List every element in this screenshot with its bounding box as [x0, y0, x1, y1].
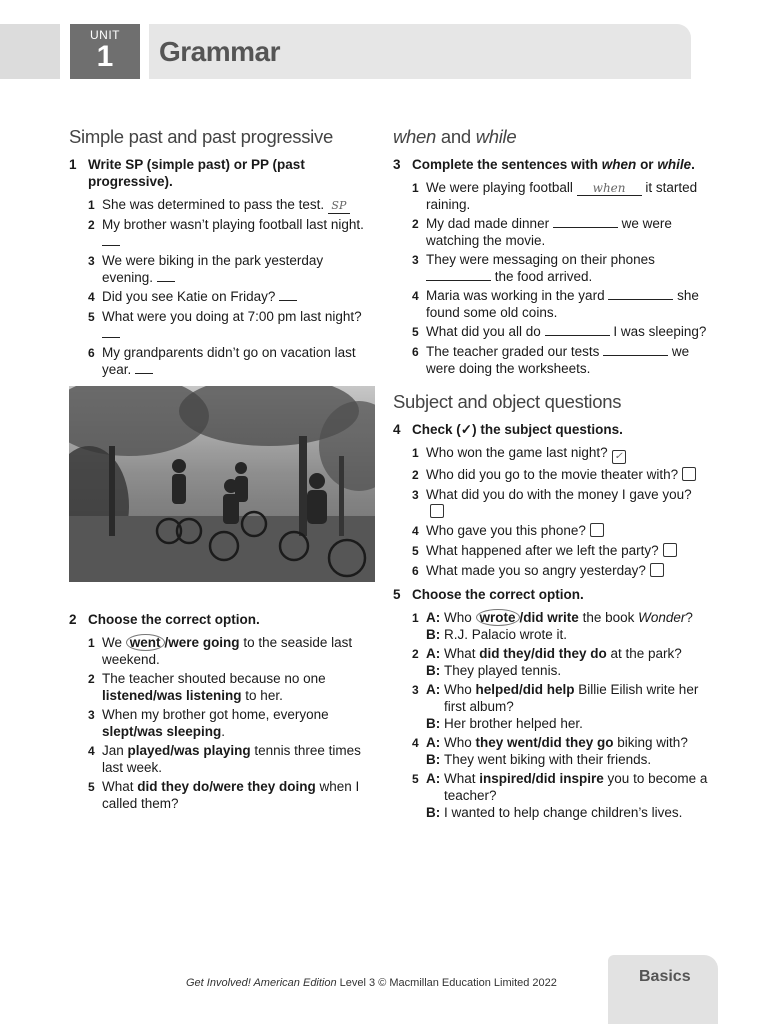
list-item	[69, 742, 374, 776]
list-item	[393, 681, 708, 732]
item-text: tennis three times last week.	[102, 743, 361, 775]
item-text: She was determined to pass the test.	[102, 197, 325, 212]
item-text: Jan	[102, 743, 128, 758]
answer-blank[interactable]	[135, 361, 153, 374]
item-number: 6	[88, 346, 95, 360]
item-number: 4	[412, 289, 419, 303]
header-bar	[149, 24, 691, 79]
item-text: We	[102, 635, 126, 650]
exercise-instruction: Choose the correct option.	[412, 587, 584, 602]
option-separator: /	[164, 635, 169, 650]
list-item	[69, 670, 374, 704]
item-number: 1	[88, 636, 95, 650]
item-number: 6	[412, 345, 419, 359]
item-number: 4	[88, 290, 95, 304]
option[interactable]: did write	[523, 610, 579, 625]
answer-blank[interactable]: when	[577, 183, 642, 196]
list-item	[69, 196, 374, 214]
book-title: Wonder	[638, 610, 686, 625]
instruction-text: or	[636, 157, 658, 172]
speaker-label: B:	[426, 752, 441, 767]
book-title: Get Involved! American Edition	[186, 977, 337, 989]
item-text: What did you all do	[426, 324, 545, 339]
list-item	[393, 522, 708, 540]
item-number: 1	[88, 198, 95, 212]
list-item	[393, 287, 708, 321]
page-title: Grammar	[159, 36, 281, 67]
item-text: Who did you go to the movie theater with?	[426, 467, 679, 482]
item-text: to the seaside last weekend.	[102, 635, 353, 667]
item-text: Who gave you this phone?	[426, 523, 586, 538]
unit-number: 1	[96, 40, 114, 73]
option[interactable]: slept/was sleeping	[102, 724, 222, 739]
option[interactable]: helped/did help	[475, 682, 575, 697]
answer-blank[interactable]	[102, 325, 120, 338]
exercise-number: 4	[393, 422, 401, 437]
checkbox[interactable]	[663, 543, 677, 557]
item-text: What were you doing at 7:00 pm last night?	[102, 309, 362, 324]
list-item	[69, 288, 374, 306]
exercise-instruction: Write SP (simple past) or PP (past progressive).	[88, 157, 305, 189]
title-word: when	[393, 126, 437, 147]
item-text: What did you do with the money I gave you?	[426, 487, 692, 502]
item-text: I wanted to help change children’s lives.	[444, 805, 683, 820]
list-item	[69, 778, 374, 812]
item-number: 1	[412, 446, 419, 460]
speaker-label: B:	[426, 716, 441, 731]
title-word: and	[436, 126, 476, 147]
item-number: 4	[88, 744, 95, 758]
item-text: R.J. Palacio wrote it.	[444, 627, 568, 642]
item-text: The teacher shouted because no one	[102, 671, 326, 686]
item-text: when I called them?	[102, 779, 360, 811]
item-number: 5	[412, 544, 419, 558]
speaker-label: A:	[426, 646, 441, 661]
option[interactable]: played/was playing	[127, 743, 251, 758]
exercise-5-heading	[393, 586, 708, 603]
option-circled[interactable]: wrote	[476, 609, 520, 626]
option[interactable]: did they do/were they doing	[137, 779, 316, 794]
item-text: Who	[444, 682, 476, 697]
answer-blank[interactable]: SP	[328, 201, 350, 214]
list-item	[393, 609, 708, 643]
item-number: 2	[412, 647, 419, 661]
speaker-label: B:	[426, 627, 441, 642]
list-item	[69, 308, 374, 342]
item-text: we were doing the worksheets.	[426, 344, 690, 376]
unit-badge	[70, 24, 140, 79]
item-number: 3	[412, 253, 419, 267]
item-number: 5	[412, 772, 419, 786]
instruction-text: when	[601, 157, 637, 172]
item-number: 2	[88, 672, 95, 686]
item-number: 5	[88, 310, 95, 324]
item-text: When my brother got home, everyone	[102, 707, 329, 722]
footer-text: Level 3 © Macmillan Education Limited 2022	[336, 977, 557, 989]
item-text: What	[444, 646, 480, 661]
item-number: 1	[412, 181, 419, 195]
option-circled[interactable]: went	[126, 634, 165, 651]
list-item	[393, 542, 708, 560]
item-text: My dad made dinner	[426, 216, 553, 231]
item-number: 3	[412, 683, 419, 697]
option[interactable]: inspired/did inspire	[479, 771, 604, 786]
item-number: 1	[412, 611, 419, 625]
exercise-number: 2	[69, 612, 77, 627]
answer-blank[interactable]	[603, 343, 668, 356]
item-text: we were watching the movie.	[426, 216, 672, 248]
item-text: They were messaging on their phones	[426, 252, 655, 267]
option[interactable]: were going	[168, 635, 240, 650]
item-text: My brother wasn’t playing football last night.	[102, 217, 364, 232]
item-text: Billie Eilish write her first album?	[444, 682, 699, 714]
item-number: 3	[88, 254, 95, 268]
family-biking-photo	[69, 386, 375, 582]
item-text: Who	[444, 735, 476, 750]
list-item	[393, 251, 708, 285]
item-number: 2	[88, 218, 95, 232]
tab-label: Basics	[639, 968, 691, 985]
exercise-instruction	[412, 156, 695, 173]
list-item	[393, 562, 708, 580]
item-text: Who won the game last night?	[426, 445, 608, 460]
instruction-text: .	[691, 157, 695, 172]
right-column	[393, 126, 708, 823]
unit-label: UNIT	[90, 28, 120, 42]
option-separator: /	[519, 610, 524, 625]
option[interactable]: listened/was listening	[102, 688, 242, 703]
item-text: biking with?	[613, 735, 688, 750]
checkbox[interactable]	[430, 504, 444, 518]
item-text: it started raining.	[426, 180, 698, 212]
item-text: We were playing football	[426, 180, 577, 195]
speaker-label: B:	[426, 805, 441, 820]
exercise-instruction: Choose the correct option.	[88, 612, 260, 627]
option[interactable]: did they/did they do	[479, 646, 607, 661]
list-item	[393, 343, 708, 377]
list-item	[393, 323, 708, 341]
speaker-label: A:	[426, 682, 441, 697]
list-item	[393, 466, 708, 484]
exercise-3-heading	[393, 156, 708, 173]
exercise-number: 3	[393, 157, 401, 172]
speaker-label: A:	[426, 771, 441, 786]
item-text: at the park?	[606, 646, 682, 661]
item-text: ?	[685, 610, 693, 625]
answer-blank[interactable]	[545, 323, 610, 336]
section-title-simple-past: Simple past and past progressive	[69, 126, 333, 147]
answer-blank[interactable]	[608, 287, 673, 300]
exercise-number: 1	[69, 157, 77, 172]
item-text: I was sleeping?	[609, 324, 707, 339]
item-text: What made you so angry yesterday?	[426, 563, 646, 578]
section-title-subject-object: Subject and object questions	[393, 391, 622, 412]
item-text: the book	[578, 610, 639, 625]
list-item	[393, 444, 708, 464]
option[interactable]: they went/did they go	[475, 735, 614, 750]
item-text: Who	[444, 610, 476, 625]
list-item	[69, 634, 374, 668]
list-item	[393, 215, 708, 249]
item-text: They went biking with their friends.	[444, 752, 652, 767]
item-text: .	[221, 724, 226, 739]
item-number: 5	[88, 780, 95, 794]
item-number: 5	[412, 325, 419, 339]
item-number: 2	[412, 217, 419, 231]
item-number: 3	[412, 488, 419, 502]
instruction-text: while	[657, 157, 692, 172]
item-text: Maria was working in the yard	[426, 288, 609, 303]
item-text: What	[444, 771, 480, 786]
exercise-4-heading	[393, 421, 708, 438]
item-text: she found some old coins.	[426, 288, 699, 320]
item-number: 4	[412, 736, 419, 750]
exercise-instruction: Check (✓) the subject questions.	[412, 422, 623, 437]
instruction-text: Complete the sentences with	[412, 157, 602, 172]
title-word: while	[475, 126, 517, 147]
list-item	[393, 486, 708, 520]
checkbox[interactable]: ✓	[612, 450, 626, 464]
exercise-2-heading	[69, 611, 374, 628]
item-text: the food arrived.	[491, 269, 593, 284]
answer-blank[interactable]	[426, 268, 491, 281]
list-item	[69, 252, 374, 286]
item-text: Her brother helped her.	[444, 716, 583, 731]
copyright-footer	[186, 977, 557, 989]
list-item	[69, 706, 374, 740]
answer-blank[interactable]	[279, 288, 297, 301]
basics-tab	[608, 955, 718, 1024]
item-text: What happened after we left the party?	[426, 543, 659, 558]
item-text: My grandparents didn’t go on vacation last year.	[102, 345, 356, 377]
item-text: Did you see Katie on Friday?	[102, 289, 276, 304]
list-item	[393, 770, 708, 821]
checkbox[interactable]	[590, 523, 604, 537]
item-text: to her.	[241, 688, 283, 703]
answer-blank[interactable]	[553, 215, 618, 228]
list-item	[393, 179, 708, 213]
checkbox[interactable]	[682, 467, 696, 481]
speaker-label: A:	[426, 735, 441, 750]
item-text: They played tennis.	[444, 663, 562, 678]
item-number: 6	[412, 564, 419, 578]
section-title-when-while	[393, 126, 708, 148]
item-text: you to become a teacher?	[444, 771, 708, 803]
speaker-label: A:	[426, 610, 441, 625]
exercise-1-heading	[69, 156, 374, 190]
item-number: 2	[412, 468, 419, 482]
item-text: What	[102, 779, 138, 794]
item-number: 4	[412, 524, 419, 538]
list-item	[393, 734, 708, 768]
speaker-label: B:	[426, 663, 441, 678]
answer-blank[interactable]	[102, 233, 120, 246]
header-side-tab	[0, 24, 60, 79]
item-number: 3	[88, 708, 95, 722]
list-item	[393, 645, 708, 679]
list-item	[69, 344, 374, 378]
checkbox[interactable]	[650, 563, 664, 577]
answer-blank[interactable]	[157, 269, 175, 282]
item-text: The teacher graded our tests	[426, 344, 604, 359]
exercise-number: 5	[393, 587, 401, 602]
list-item	[69, 216, 374, 250]
item-text: We were biking in the park yesterday evening.	[102, 253, 324, 285]
